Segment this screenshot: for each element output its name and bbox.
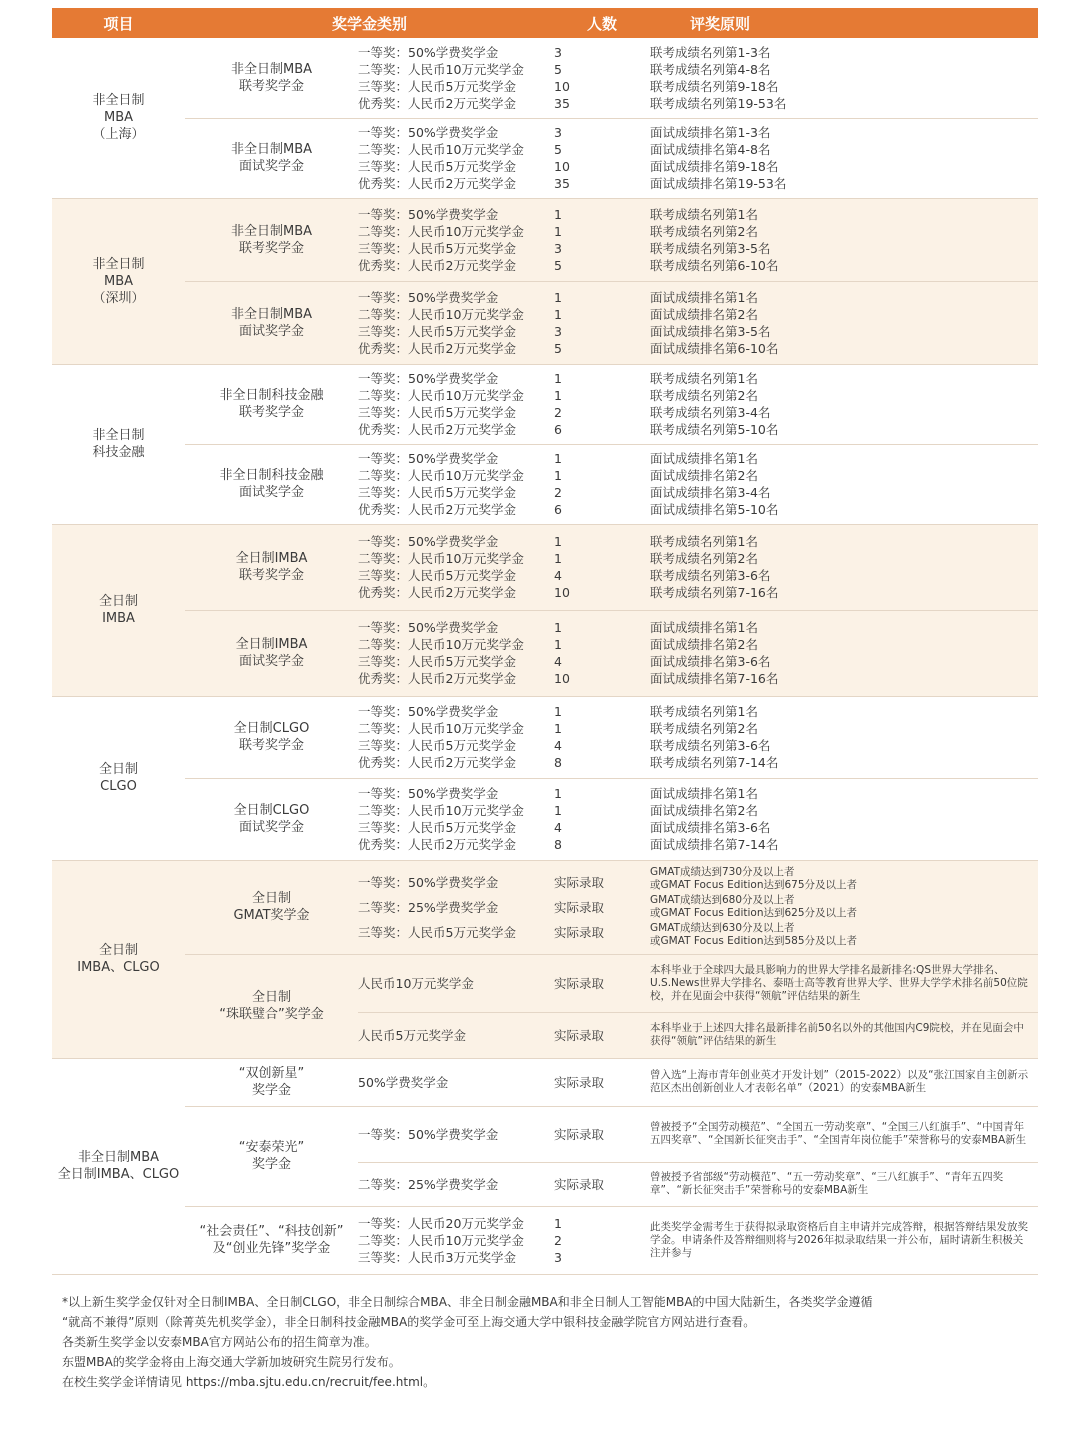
project-cell: 非全日制 科技金融 — [52, 364, 185, 524]
table-row — [52, 1206, 1038, 1274]
table-row — [52, 364, 1038, 444]
criteria-item: 此类奖学金需考生于获得拟录取资格后自主申请并完成答辩，根据答辩结果发放奖学金。申请条件及答辩细则将与2026年拟录取结果一并公布，届时请新生积极关注并参与 — [650, 1206, 1038, 1274]
project-cell: 非全日制 MBA （深圳） — [52, 198, 185, 364]
header-count: 人数 — [554, 8, 650, 38]
award-list: 一等奖：50%学费奖学金 二等奖：人民币10万元奖学金 三等奖：人民币5万元奖学金 优秀奖：人民币2万元奖学金 — [358, 524, 554, 610]
scholarship-name: 非全日制科技金融 面试奖学金 — [185, 444, 358, 524]
scholarship-name: 全日制 GMAT奖学金 — [185, 860, 358, 954]
footnote-link: 在校生奖学金详情请见 https://mba.sjtu.edu.cn/recruit/fee.html。 — [62, 1375, 436, 1389]
header-project: 项目 — [52, 8, 185, 38]
scholarship-name: 非全日制科技金融 联考奖学金 — [185, 364, 358, 444]
award-list: 一等奖：50%学费奖学金 二等奖：人民币10万元奖学金 三等奖：人民币5万元奖学金 优秀奖：人民币2万元奖学金 — [358, 364, 554, 444]
criteria-list: 联考成绩名列第1名 联考成绩名列第2名 联考成绩名列第3-6名 联考成绩名列第7-14名 — [650, 696, 1038, 778]
count-list: 1 2 3 — [554, 1206, 650, 1274]
award-item: 一等奖：50%学费奖学金 — [358, 1106, 554, 1162]
footnote: 各类新生奖学金以安泰MBA官方网站公布的招生简章为准。 — [62, 1335, 377, 1349]
criteria-item: 曾被授予“全国劳动模范”、“全国五一劳动奖章”、“全国三八红旗手”、“中国青年五四奖章”、“全国新长征突击手”、“全国青年岗位能手”荣誉称号的安泰MBA新生 — [650, 1106, 1038, 1162]
count-list: 1 1 4 8 — [554, 778, 650, 860]
criteria-list: 面试成绩排名第1名 面试成绩排名第2名 面试成绩排名第3-5名 面试成绩排名第6-10名 — [650, 281, 1038, 364]
criteria-item: 曾入选“上海市青年创业英才开发计划”（2015-2022）以及“张江国家自主创新示范区杰出创新创业人才表彰名单”（2021）的安泰MBA新生 — [650, 1058, 1038, 1106]
scholarship-table — [52, 8, 1038, 1275]
count-list: 1 1 2 6 — [554, 364, 650, 444]
scholarship-name: “安泰荣光” 奖学金 — [185, 1106, 358, 1206]
table-row — [52, 281, 1038, 364]
criteria-list: 面试成绩排名第1名 面试成绩排名第2名 面试成绩排名第3-6名 面试成绩排名第7-14名 — [650, 778, 1038, 860]
footnote: “就高不兼得”原则（除菁英先机奖学金），非全日制科技金融MBA的奖学金可至上海交通大学中银科技金融学院官方网站进行查看。 — [62, 1315, 756, 1329]
count-list: 1 1 3 5 — [554, 281, 650, 364]
project-cell: 全日制 CLGO — [52, 696, 185, 860]
award-list: 一等奖：50%学费奖学金 二等奖：人民币10万元奖学金 三等奖：人民币5万元奖学金 优秀奖：人民币2万元奖学金 — [358, 38, 554, 118]
criteria-list: 联考成绩名列第1名 联考成绩名列第2名 联考成绩名列第3-6名 联考成绩名列第7-16名 — [650, 524, 1038, 610]
table-row — [52, 198, 1038, 281]
scholarship-name: 全日制IMBA 联考奖学金 — [185, 524, 358, 610]
criteria-item: 曾被授予省部级“劳动模范”、“五一劳动奖章”、“三八红旗手”、“青年五四奖章”、“新长征突击手”荣誉称号的安泰MBA新生 — [650, 1162, 1038, 1206]
table-row — [52, 524, 1038, 610]
count-list: 1 1 4 10 — [554, 524, 650, 610]
award-item: 二等奖：25%学费奖学金 — [358, 1162, 554, 1206]
header-category: 奖学金类别 — [185, 8, 554, 38]
award-list: 一等奖：50%学费奖学金 二等奖：人民币10万元奖学金 三等奖：人民币5万元奖学金 优秀奖：人民币2万元奖学金 — [358, 118, 554, 198]
award-list: 一等奖：50%学费奖学金 二等奖：人民币10万元奖学金 三等奖：人民币5万元奖学金 优秀奖：人民币2万元奖学金 — [358, 444, 554, 524]
award-item: 50%学费奖学金 — [358, 1058, 554, 1106]
award-list: 一等奖：50%学费奖学金 二等奖：人民币10万元奖学金 三等奖：人民币5万元奖学金 优秀奖：人民币2万元奖学金 — [358, 778, 554, 860]
count-list: 实际录取 实际录取 实际录取 — [554, 860, 650, 954]
criteria-list: 面试成绩排名第1-3名 面试成绩排名第4-8名 面试成绩排名第9-18名 面试成绩排名第19-53名 — [650, 118, 1038, 198]
table-row — [52, 1058, 1038, 1106]
criteria-list: GMAT成绩达到730分及以上者 或GMAT Focus Edition达到675分及以上者 GMAT成绩达到680分及以上者 或GMAT Focus Edition达到625分及以上者 GMAT成绩达到630分及以上者 或GMAT Focus Edition达到585分及以上者 — [650, 860, 1038, 954]
header-criteria: 评奖原则 — [650, 8, 1038, 38]
table-row — [52, 610, 1038, 696]
scholarship-name: 非全日制MBA 面试奖学金 — [185, 118, 358, 198]
criteria-list: 联考成绩名列第1-3名 联考成绩名列第4-8名 联考成绩名列第9-18名 联考成绩名列第19-53名 — [650, 38, 1038, 118]
award-list: 一等奖：50%学费奖学金 二等奖：人民币10万元奖学金 三等奖：人民币5万元奖学金 优秀奖：人民币2万元奖学金 — [358, 610, 554, 696]
count-item: 实际录取 — [554, 1058, 650, 1106]
count-list: 3 5 10 35 — [554, 118, 650, 198]
project-cell: 全日制 IMBA — [52, 524, 185, 696]
award-list: 一等奖：50%学费奖学金 二等奖：人民币10万元奖学金 三等奖：人民币5万元奖学金 优秀奖：人民币2万元奖学金 — [358, 281, 554, 364]
scholarship-name: 全日制IMBA 面试奖学金 — [185, 610, 358, 696]
scholarship-name: 非全日制MBA 面试奖学金 — [185, 281, 358, 364]
project-cell: 非全日制 MBA （上海） — [52, 38, 185, 198]
criteria-list: 面试成绩排名第1名 面试成绩排名第2名 面试成绩排名第3-4名 面试成绩排名第5-10名 — [650, 444, 1038, 524]
project-cell: 全日制 IMBA、CLGO — [52, 860, 185, 1058]
count-item: 实际录取 — [554, 1012, 650, 1058]
scholarship-name: “社会责任”、“科技创新” 及“创业先锋”奖学金 — [185, 1206, 358, 1274]
scholarship-name: 全日制 “珠联璧合”奖学金 — [185, 954, 358, 1058]
footnote: *以上新生奖学金仅针对全日制IMBA、全日制CLGO，非全日制综合MBA、非全日制金融MBA和非全日制人工智能MBA的中国大陆新生，各类奖学金遵循 — [62, 1295, 873, 1309]
criteria-list: 联考成绩名列第1名 联考成绩名列第2名 联考成绩名列第3-4名 联考成绩名列第5-10名 — [650, 364, 1038, 444]
scholarship-name: 全日制CLGO 联考奖学金 — [185, 696, 358, 778]
criteria-list: 联考成绩名列第1名 联考成绩名列第2名 联考成绩名列第3-5名 联考成绩名列第6-10名 — [650, 198, 1038, 281]
table-row — [52, 38, 1038, 118]
award-list: 一等奖：人民币20万元奖学金 二等奖：人民币10万元奖学金 三等奖：人民币3万元奖学金 — [358, 1206, 554, 1274]
table-row — [52, 860, 1038, 954]
scholarship-name: 全日制CLGO 面试奖学金 — [185, 778, 358, 860]
scholarship-name: “双创新星” 奖学金 — [185, 1058, 358, 1106]
project-cell: 非全日制MBA 全日制IMBA、CLGO — [52, 1058, 185, 1274]
table-row — [52, 444, 1038, 524]
award-list: 一等奖：50%学费奖学金 二等奖：人民币10万元奖学金 三等奖：人民币5万元奖学金 优秀奖：人民币2万元奖学金 — [358, 198, 554, 281]
scholarship-name: 非全日制MBA 联考奖学金 — [185, 198, 358, 281]
table-row — [52, 1106, 1038, 1162]
award-item: 人民币10万元奖学金 — [358, 954, 554, 1012]
table-row — [52, 778, 1038, 860]
count-list: 3 5 10 35 — [554, 38, 650, 118]
count-list: 1 1 2 6 — [554, 444, 650, 524]
count-item: 实际录取 — [554, 954, 650, 1012]
table-row — [52, 696, 1038, 778]
scholarship-name: 非全日制MBA 联考奖学金 — [185, 38, 358, 118]
footnotes — [62, 1292, 1022, 1392]
count-item: 实际录取 — [554, 1106, 650, 1162]
award-item: 人民币5万元奖学金 — [358, 1012, 554, 1058]
award-list: 一等奖：50%学费奖学金 二等奖：25%学费奖学金 三等奖：人民币5万元奖学金 — [358, 860, 554, 954]
criteria-item: 本科毕业于上述四大排名最新排名前50名以外的其他国内C9院校，并在见面会中获得“领航”评估结果的新生 — [650, 1012, 1038, 1058]
count-item: 实际录取 — [554, 1162, 650, 1206]
count-list: 1 1 4 8 — [554, 696, 650, 778]
count-list: 1 1 4 10 — [554, 610, 650, 696]
award-list: 一等奖：50%学费奖学金 二等奖：人民币10万元奖学金 三等奖：人民币5万元奖学金 优秀奖：人民币2万元奖学金 — [358, 696, 554, 778]
criteria-list: 面试成绩排名第1名 面试成绩排名第2名 面试成绩排名第3-6名 面试成绩排名第7-16名 — [650, 610, 1038, 696]
criteria-item: 本科毕业于全球四大最具影响力的世界大学排名最新排名:QS世界大学排名、U.S.News世界大学排名、泰晤士高等教育世界大学、世界大学学术排名前50位院校，并在见面会中获得“领航”评估结果的新生 — [650, 954, 1038, 1012]
table-row — [52, 954, 1038, 1012]
table-row — [52, 118, 1038, 198]
count-list: 1 1 3 5 — [554, 198, 650, 281]
footnote: 东盟MBA的奖学金将由上海交通大学新加坡研究生院另行发布。 — [62, 1355, 401, 1369]
table-header — [52, 8, 1038, 38]
